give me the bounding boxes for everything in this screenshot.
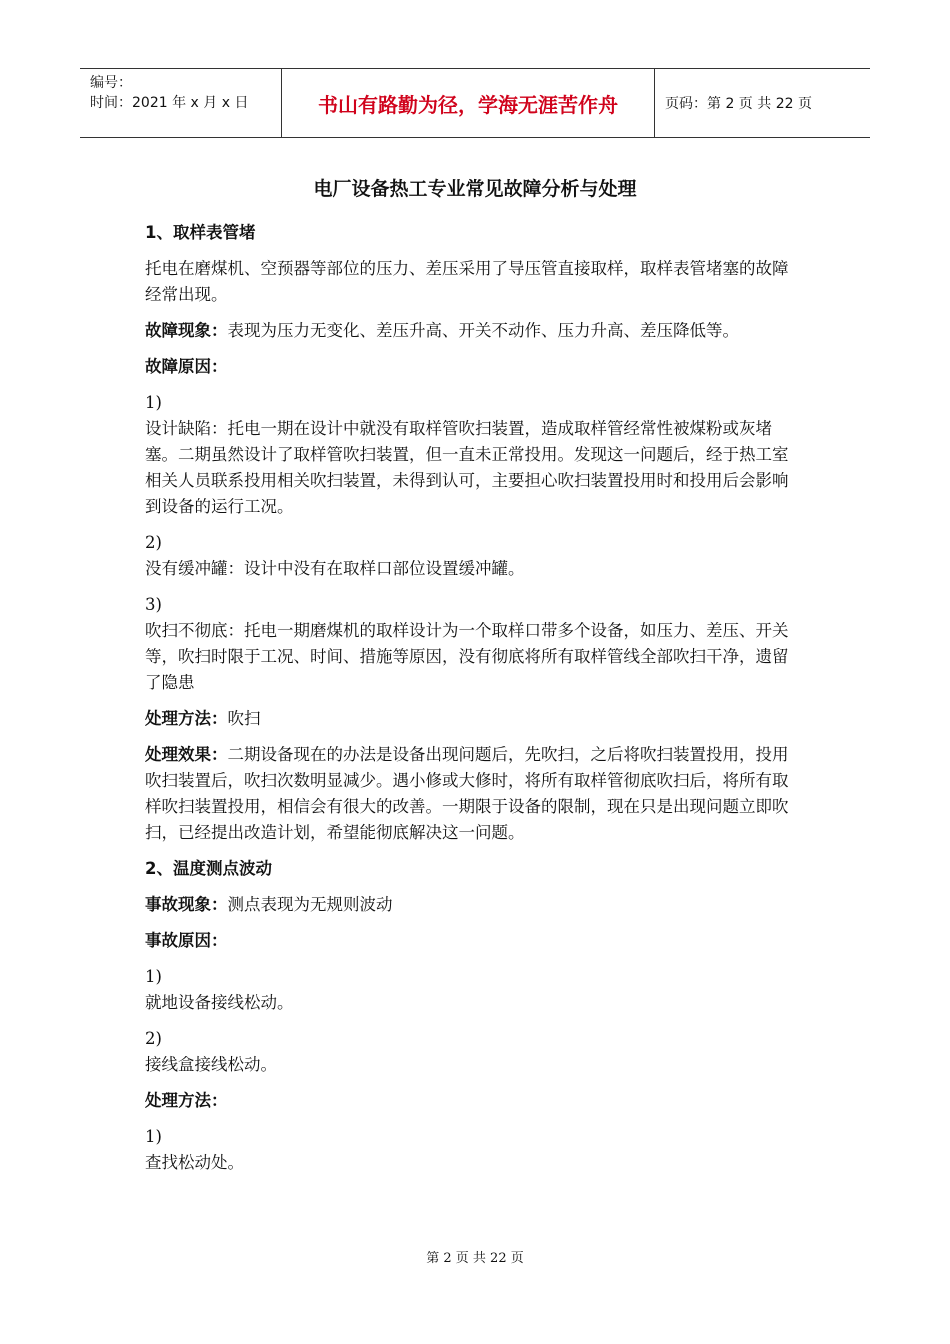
- item-text: 吹扫不彻底：托电一期磨煤机的取样设计为一个取样口带多个设备，如压力、差压、开关等，吹扫时限于工况、时间、措施等原因，没有彻底将所有取样管线全部吹扫干净，遗留了隐患: [145, 621, 789, 692]
- phenomenon-text: 表现为压力无变化、差压升高、开关不动作、压力升高、差压降低等。: [227, 321, 739, 340]
- section-2-method-label: 处理方法：: [145, 1091, 228, 1110]
- section-1-cause-label: 故障原因：: [145, 357, 228, 376]
- header-meta: [80, 69, 282, 137]
- section-1-effect: [145, 742, 800, 846]
- item-text: 就地设备接线松动。: [145, 993, 294, 1012]
- section-1-intro: 托电在磨煤机、空预器等部位的压力、差压采用了导压管直接取样，取样表管堵塞的故障经常出现。: [145, 259, 789, 304]
- document-title: 电厂设备热工专业常见故障分析与处理: [313, 178, 637, 200]
- code-label: 编号：: [90, 75, 132, 91]
- item-number: 1): [145, 1127, 162, 1146]
- section-1-phenomenon: [145, 318, 800, 344]
- document-body: [145, 220, 800, 1186]
- section-1-heading: 1、取样表管堵: [145, 223, 256, 242]
- page-header: [80, 68, 870, 138]
- effect-text: 二期设备现在的办法是设备出现问题后，先吹扫，之后将吹扫装置投用，投用吹扫装置后，吹扫次数明显减少。遇小修或大修时，将所有取样管彻底吹扫后，将所有取样吹扫装置投用，相信会有很大的改善。一期限于设备的限制，现在只是出现问题立即吹扫，已经提出改造计划，希望能彻底解决这一问题。: [145, 745, 789, 842]
- header-motto: 书山有路勤为径，学海无涯苦作舟: [282, 69, 655, 137]
- cause-item-3: [145, 592, 800, 696]
- cause-item-1: [145, 390, 800, 520]
- cause-item-2: [145, 530, 800, 582]
- phenomenon-label: 事故现象：: [145, 895, 228, 914]
- item-number: 1): [145, 393, 162, 412]
- header-page-number: 页码：第 2 页 共 22 页: [665, 96, 812, 112]
- item-number: 1): [145, 967, 162, 986]
- method-item-1: [145, 1124, 800, 1176]
- cause-item-1: [145, 964, 800, 1016]
- section-1-method: [145, 706, 800, 732]
- item-text: 查找松动处。: [145, 1153, 244, 1172]
- phenomenon-label: 故障现象：: [145, 321, 228, 340]
- phenomenon-text: 测点表现为无规则波动: [227, 895, 393, 914]
- page-footer: 第 2 页 共 22 页: [426, 1251, 524, 1266]
- method-text: 吹扫: [227, 709, 261, 728]
- item-text: 接线盒接线松动。: [145, 1055, 277, 1074]
- item-text: 设计缺陷：托电一期在设计中就没有取样管吹扫装置，造成取样管经常性被煤粉或灰堵塞。二期虽然设计了取样管吹扫装置，但一直未正常投用。发现这一问题后，经于热工室相关人员联系投用相关吹扫装置，未得到认可，主要担心吹扫装置投用时和投用后会影响到设备的运行工况。: [145, 419, 789, 516]
- cause-item-2: [145, 1026, 800, 1078]
- item-number: 2): [145, 533, 162, 552]
- method-label: 处理方法：: [145, 709, 228, 728]
- item-number: 2): [145, 1029, 162, 1048]
- item-number: 3): [145, 595, 162, 614]
- time-label: 时间：2021 年 x 月 x 日: [90, 95, 249, 111]
- effect-label: 处理效果：: [145, 745, 228, 764]
- section-2-phenomenon: [145, 892, 800, 918]
- item-text: 没有缓冲罐：设计中没有在取样口部位设置缓冲罐。: [145, 559, 525, 578]
- section-2-cause-label: 事故原因：: [145, 931, 228, 950]
- section-2-heading: 2、温度测点波动: [145, 859, 272, 878]
